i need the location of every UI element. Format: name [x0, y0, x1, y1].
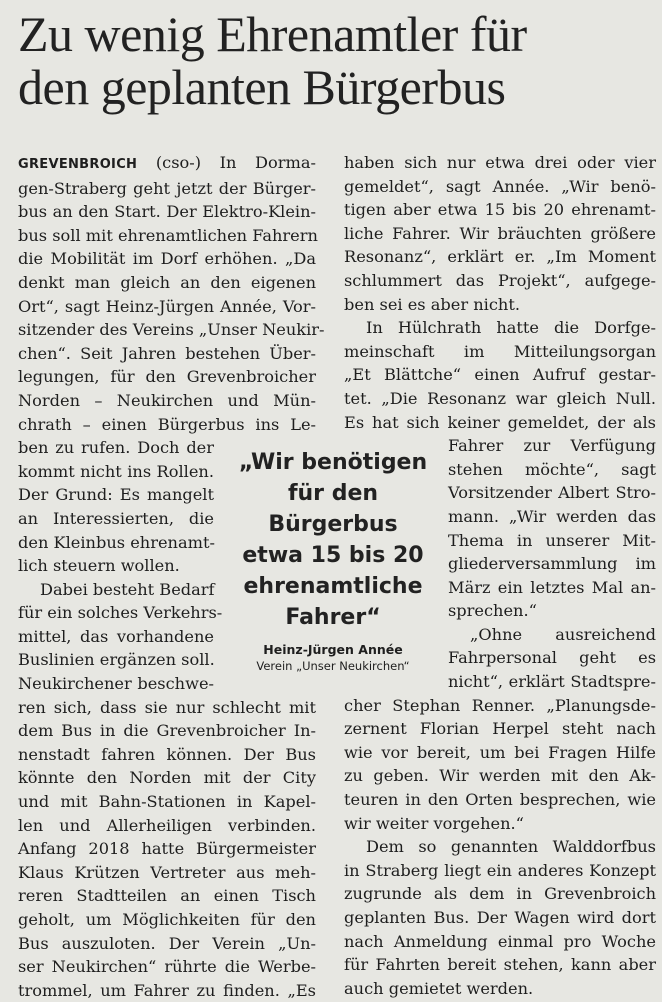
- text-line: teuren in den Orten besprechen, wie: [344, 790, 656, 810]
- text-line: wir weiter vorgehen.“: [344, 813, 524, 833]
- text-line: bus soll mit ehrenamtlichen Fahrern: [18, 225, 318, 245]
- text-line: Bus auszuloten. Der Verein „Un-: [18, 933, 316, 953]
- text-line: legungen, für den Grevenbroicher: [18, 367, 316, 387]
- text-line: reren Stadtteilen an einen Tisch: [18, 886, 316, 906]
- text-line: für Fahrten bereit stehen, kann aber: [344, 955, 656, 975]
- text-line: Fahrer zur Verfügung: [448, 436, 656, 456]
- text-line: tet. „Die Resonanz war gleich Null.: [344, 388, 656, 408]
- text-line: geholt, um Möglichkeiten für den: [18, 910, 316, 929]
- text-line: nach Anmeldung einmal pro Woche: [344, 931, 656, 951]
- text-line: und mit Bahn-Stationen in Kapel-: [18, 792, 316, 812]
- text-line: könnte den Norden mit der City: [18, 768, 316, 788]
- text-line: Neukirchener beschwe-: [18, 674, 214, 694]
- pull-quote-line: für den: [287, 481, 379, 506]
- pull-quote-line: etwa 15 bis 20: [242, 543, 424, 568]
- headline-line: Zu wenig Ehrenamtler für: [18, 6, 527, 62]
- headline-line: den geplanten Bürgerbus: [18, 59, 506, 115]
- text-line: mann. „Wir werden das: [448, 506, 656, 526]
- text-line: GREVENBROICH (cso-) In Dorma-: [18, 153, 316, 172]
- text-line: ren sich, dass sie nur schlecht mit: [18, 697, 316, 717]
- text-line: trommel, um Fahrer zu finden. „Es: [18, 980, 316, 1000]
- text-line: in Straberg liegt ein anderes Konzept: [344, 860, 656, 880]
- text-line: ser Neukirchen“ rührte die Werbe-: [18, 957, 316, 977]
- text-line: Thema in unserer Mit-: [448, 530, 656, 550]
- pull-quote-line: Bürgerbus: [268, 512, 398, 537]
- text-line: Dabei besteht Bedarf: [40, 579, 215, 599]
- text-line: den Kleinbus ehrenamt-: [18, 532, 215, 552]
- text-line: zugrunde als dem in Grevenbroich: [344, 884, 656, 904]
- text-line: Buslinien ergänzen soll.: [18, 650, 215, 670]
- text-line: nicht“, erklärt Stadtspre-: [448, 672, 656, 692]
- text-line: gliederversammlung im: [448, 554, 656, 574]
- text-line: schlummert das Projekt“, aufgege-: [344, 270, 656, 290]
- text-line: chrath – einen Bürgerbus ins Le-: [18, 414, 316, 434]
- text-line: Resonanz“, erklärt er. „Im Moment: [344, 247, 656, 267]
- dateline: GREVENBROICH: [18, 157, 138, 172]
- text-line: geplanten Bus. Der Wagen wird dort: [344, 908, 656, 927]
- text-line: gen-Straberg geht jetzt der Bürger-: [18, 178, 316, 198]
- text-line: Anfang 2018 hatte Bürgermeister: [18, 839, 316, 859]
- text-line: Vorsitzender Albert Stro-: [448, 483, 656, 503]
- text-line: Fahrpersonal geht es: [448, 648, 656, 668]
- text-line: März ein letztes Mal an-: [448, 577, 656, 597]
- text-line: liche Fahrer. Wir bräuchten größere: [344, 223, 656, 243]
- text-line: In Hülchrath hatte die Dorfge-: [366, 318, 656, 338]
- text-line: zernent Florian Herpel steht nach: [344, 719, 656, 739]
- pull-quote-author: Heinz-Jürgen Année: [263, 642, 403, 657]
- text-line: „Et Blättche“ einen Aufruf gestar-: [344, 365, 656, 385]
- text-line: nenstadt fahren können. Der Bus: [18, 744, 316, 764]
- text-line: tigen aber etwa 15 bis 20 ehrenamt-: [344, 200, 656, 220]
- pull-quote-organization: Verein „Unser Neukirchen“: [256, 659, 410, 673]
- text-line: mittel, das vorhandene: [18, 626, 214, 646]
- text-line: ben zu rufen. Doch der: [18, 438, 214, 458]
- text-line: len und Allerheiligen verbinden.: [18, 815, 316, 835]
- pull-quote-line: Fahrer“: [285, 605, 381, 630]
- text-line: Der Grund: Es mangelt: [18, 485, 214, 505]
- text-line: stehen möchte“, sagt: [448, 459, 656, 479]
- text-line: die Mobilität im Dorf erhöhen. „Da: [18, 249, 316, 269]
- text-line: chen“. Seit Jahren bestehen Über-: [18, 343, 316, 363]
- text-line: ben sei es aber nicht.: [344, 294, 520, 314]
- text-line: sprechen.“: [448, 601, 537, 621]
- text-line: Klaus Krützen Vertreter aus meh-: [18, 862, 316, 882]
- text-line: meinschaft im Mitteilungsorgan: [344, 341, 656, 361]
- text-line: bus an den Start. Der Elektro-Klein-: [18, 202, 316, 222]
- text-line: sitzender des Vereins „Unser Neukir-: [18, 320, 325, 340]
- text-line: Ort“, sagt Heinz-Jürgen Année, Vor-: [18, 296, 316, 316]
- text-line: Dem so genannten Walddorfbus: [366, 837, 656, 857]
- text-line: cher Stephan Renner. „Planungsde-: [344, 695, 656, 715]
- pull-quote-line: ehrenamtliche: [243, 574, 423, 599]
- text-line: Norden – Neukirchen und Mün-: [18, 390, 316, 410]
- text-line: gemeldet“, sagt Année. „Wir benö-: [344, 176, 656, 196]
- text-line: zu geben. Wir werden mit den Ak-: [344, 766, 656, 786]
- text-line: Es hat sich keiner gemeldet, der als: [344, 412, 656, 432]
- headline: [18, 8, 648, 114]
- text-line: auch gemietet werden.: [344, 978, 534, 998]
- text-line: „Ohne ausreichend: [470, 624, 656, 644]
- text-line: wie vor bereit, um bei Fragen Hilfe: [344, 742, 656, 762]
- text-line: kommt nicht ins Rollen.: [18, 461, 214, 481]
- pull-quote-line: „Wir benötigen: [238, 450, 428, 475]
- text-line: lich steuern wollen.: [18, 556, 180, 576]
- article-column-right: [344, 151, 656, 1000]
- text-line: denkt man gleich an den eigenen: [18, 272, 316, 292]
- text-line: dem Bus in die Grevenbroicher In-: [18, 721, 316, 741]
- text-line: an Interessierten, die: [18, 508, 214, 528]
- text-line: für ein solches Verkehrs-: [18, 603, 223, 623]
- text-line: haben sich nur etwa drei oder vier: [344, 153, 656, 172]
